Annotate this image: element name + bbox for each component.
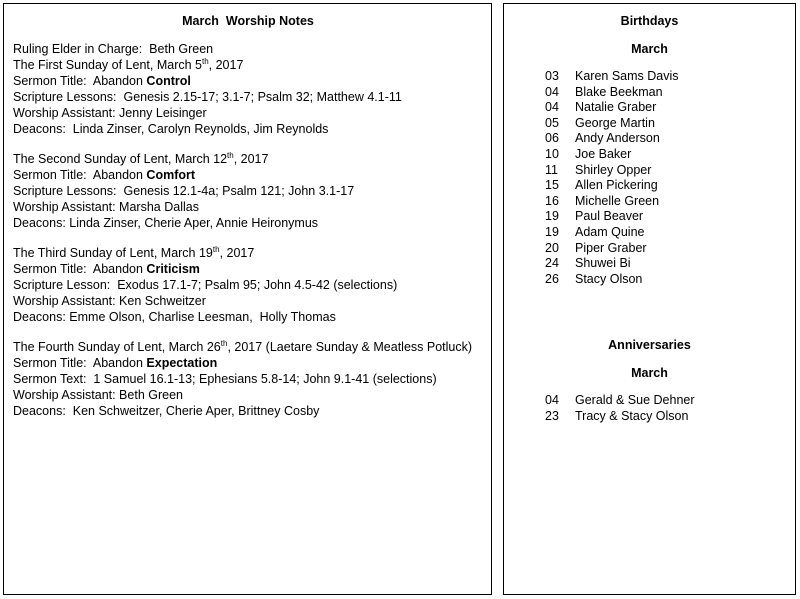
worship-section-first-sunday xyxy=(13,57,483,137)
birthday-row xyxy=(510,272,789,288)
birthday-name: Joe Baker xyxy=(575,146,632,161)
sermon-title-line xyxy=(13,73,483,89)
sunday-heading-text: The Third Sunday of Lent, March 19 xyxy=(13,246,213,260)
birthday-row xyxy=(510,100,789,116)
birthday-row xyxy=(510,194,789,210)
anniversary-day: 23 xyxy=(545,408,559,423)
birthday-row xyxy=(510,85,789,101)
deacons-line: Deacons: Emme Olson, Charlise Leesman, Holly Thomas xyxy=(13,310,336,324)
worship-assistant-line: Worship Assistant: Beth Green xyxy=(13,388,183,402)
deacons-line: Deacons: Linda Zinser, Carolyn Reynolds, Jim Reynolds xyxy=(13,122,329,136)
birthday-name: Adam Quine xyxy=(575,224,645,239)
birthday-day: 06 xyxy=(545,131,559,146)
anniversaries-month: March xyxy=(631,366,668,381)
ordinal-superscript: th xyxy=(220,338,228,348)
ruling-elder-line: Ruling Elder in Charge: Beth Green xyxy=(13,42,214,56)
sunday-heading-text: The Second Sunday of Lent, March 12 xyxy=(13,152,228,166)
anniversary-name: Gerald & Sue Dehner xyxy=(575,393,695,408)
anniversary-row xyxy=(510,409,789,425)
sermon-title-label: Sermon Title: Abandon xyxy=(13,356,147,370)
birthday-name: Shuwei Bi xyxy=(575,256,631,271)
sermon-title-word: Expectation xyxy=(146,356,218,370)
birthday-name: Paul Beaver xyxy=(575,209,644,224)
deacons-line: Deacons: Ken Schweitzer, Cherie Aper, Brittney Cosby xyxy=(13,404,320,418)
anniversary-name: Tracy & Stacy Olson xyxy=(575,408,689,423)
birthday-day: 16 xyxy=(545,193,559,208)
sunday-heading-text: The First Sunday of Lent, March 5 xyxy=(13,58,202,72)
birthday-day: 26 xyxy=(545,271,559,286)
deacons-line: Deacons: Linda Zinser, Cherie Aper, Annie Heironymus xyxy=(13,216,319,230)
birthday-day: 04 xyxy=(545,84,559,99)
sunday-heading-year: , 2017 (Laetare Sunday & Meatless Potluck) xyxy=(227,340,473,354)
birthday-row xyxy=(510,178,789,194)
sermon-title-line xyxy=(13,167,483,183)
birthday-row xyxy=(510,147,789,163)
ordinal-superscript: th xyxy=(227,150,234,160)
anniversary-day: 04 xyxy=(545,393,559,408)
birthday-day: 10 xyxy=(545,146,559,161)
birthdays-month: March xyxy=(631,42,668,56)
sermon-text-line: Sermon Text: 1 Samuel 16.1-13; Ephesians 5.8-14; John 9.1-41 (selections) xyxy=(13,372,437,386)
worship-assistant-line: Worship Assistant: Marsha Dallas xyxy=(13,200,199,214)
birthday-row xyxy=(510,241,789,257)
sunday-heading xyxy=(13,339,483,355)
sunday-heading xyxy=(13,57,483,73)
birthday-row xyxy=(510,131,789,147)
birthday-row xyxy=(510,116,789,132)
sunday-heading-year: , 2017 xyxy=(219,246,255,260)
sunday-heading-text: The Fourth Sunday of Lent, March 26 xyxy=(13,340,221,354)
sermon-title-line xyxy=(13,261,483,277)
birthday-row xyxy=(510,225,789,241)
scripture-lessons-line: Scripture Lesson: Exodus 17.1-7; Psalm 95; John 4.5-42 (selections) xyxy=(13,278,398,292)
birthday-day: 24 xyxy=(545,256,559,271)
birthday-row xyxy=(510,256,789,272)
birthday-name: Shirley Opper xyxy=(575,162,652,177)
worship-assistant-line: Worship Assistant: Jenny Leisinger xyxy=(13,106,207,120)
birthday-row xyxy=(510,69,789,85)
birthday-row xyxy=(510,209,789,225)
worship-section-third-sunday xyxy=(13,245,483,325)
birthday-name: Andy Anderson xyxy=(575,131,660,146)
birthday-name: Blake Beekman xyxy=(575,84,663,99)
birthdays-title: Birthdays xyxy=(620,14,679,28)
birthday-name: Piper Graber xyxy=(575,240,647,255)
sermon-title-label: Sermon Title: Abandon xyxy=(13,74,147,88)
birthday-day: 11 xyxy=(545,162,558,177)
anniversaries-title: Anniversaries xyxy=(608,338,691,353)
sermon-title-word: Control xyxy=(146,74,191,88)
birthdays-panel xyxy=(503,3,796,595)
birthday-day: 20 xyxy=(545,240,559,255)
birthday-row xyxy=(510,163,789,179)
birthday-name: George Martin xyxy=(575,115,655,130)
birthday-day: 19 xyxy=(545,224,559,239)
sermon-title-line xyxy=(13,355,483,371)
sermon-title-label: Sermon Title: Abandon xyxy=(13,168,147,182)
worship-section-second-sunday xyxy=(13,151,483,231)
anniversary-row xyxy=(510,393,789,409)
worship-section-fourth-sunday xyxy=(13,339,483,419)
birthday-name: Michelle Green xyxy=(575,193,660,208)
birthday-name: Karen Sams Davis xyxy=(575,69,679,83)
birthday-name: Natalie Graber xyxy=(575,100,657,115)
birthday-day: 04 xyxy=(545,100,559,115)
birthday-day: 03 xyxy=(545,69,559,83)
scripture-lessons-line: Scripture Lessons: Genesis 2.15-17; 3.1-7; Psalm 32; Matthew 4.1-11 xyxy=(13,90,402,104)
ordinal-superscript: th xyxy=(201,56,209,66)
birthday-day: 05 xyxy=(545,115,559,130)
sermon-title-word: Criticism xyxy=(146,262,200,276)
sermon-title-label: Sermon Title: Abandon xyxy=(13,262,147,276)
birthday-name: Stacy Olson xyxy=(575,271,643,286)
ordinal-superscript: th xyxy=(212,244,220,254)
worship-assistant-line: Worship Assistant: Ken Schweitzer xyxy=(13,294,206,308)
sermon-title-word: Comfort xyxy=(146,168,196,182)
worship-notes-panel xyxy=(3,3,492,595)
birthday-day: 19 xyxy=(545,209,559,224)
sunday-heading-year: , 2017 xyxy=(208,58,244,72)
worship-notes-title: March Worship Notes xyxy=(182,14,314,28)
birthday-name: Allen Pickering xyxy=(575,178,658,193)
scripture-lessons-line: Scripture Lessons: Genesis 12.1-4a; Psalm 121; John 3.1-17 xyxy=(13,184,355,198)
sunday-heading xyxy=(13,151,483,167)
sunday-heading-year: , 2017 xyxy=(233,152,269,166)
sunday-heading xyxy=(13,245,483,261)
birthday-day: 15 xyxy=(545,178,559,193)
